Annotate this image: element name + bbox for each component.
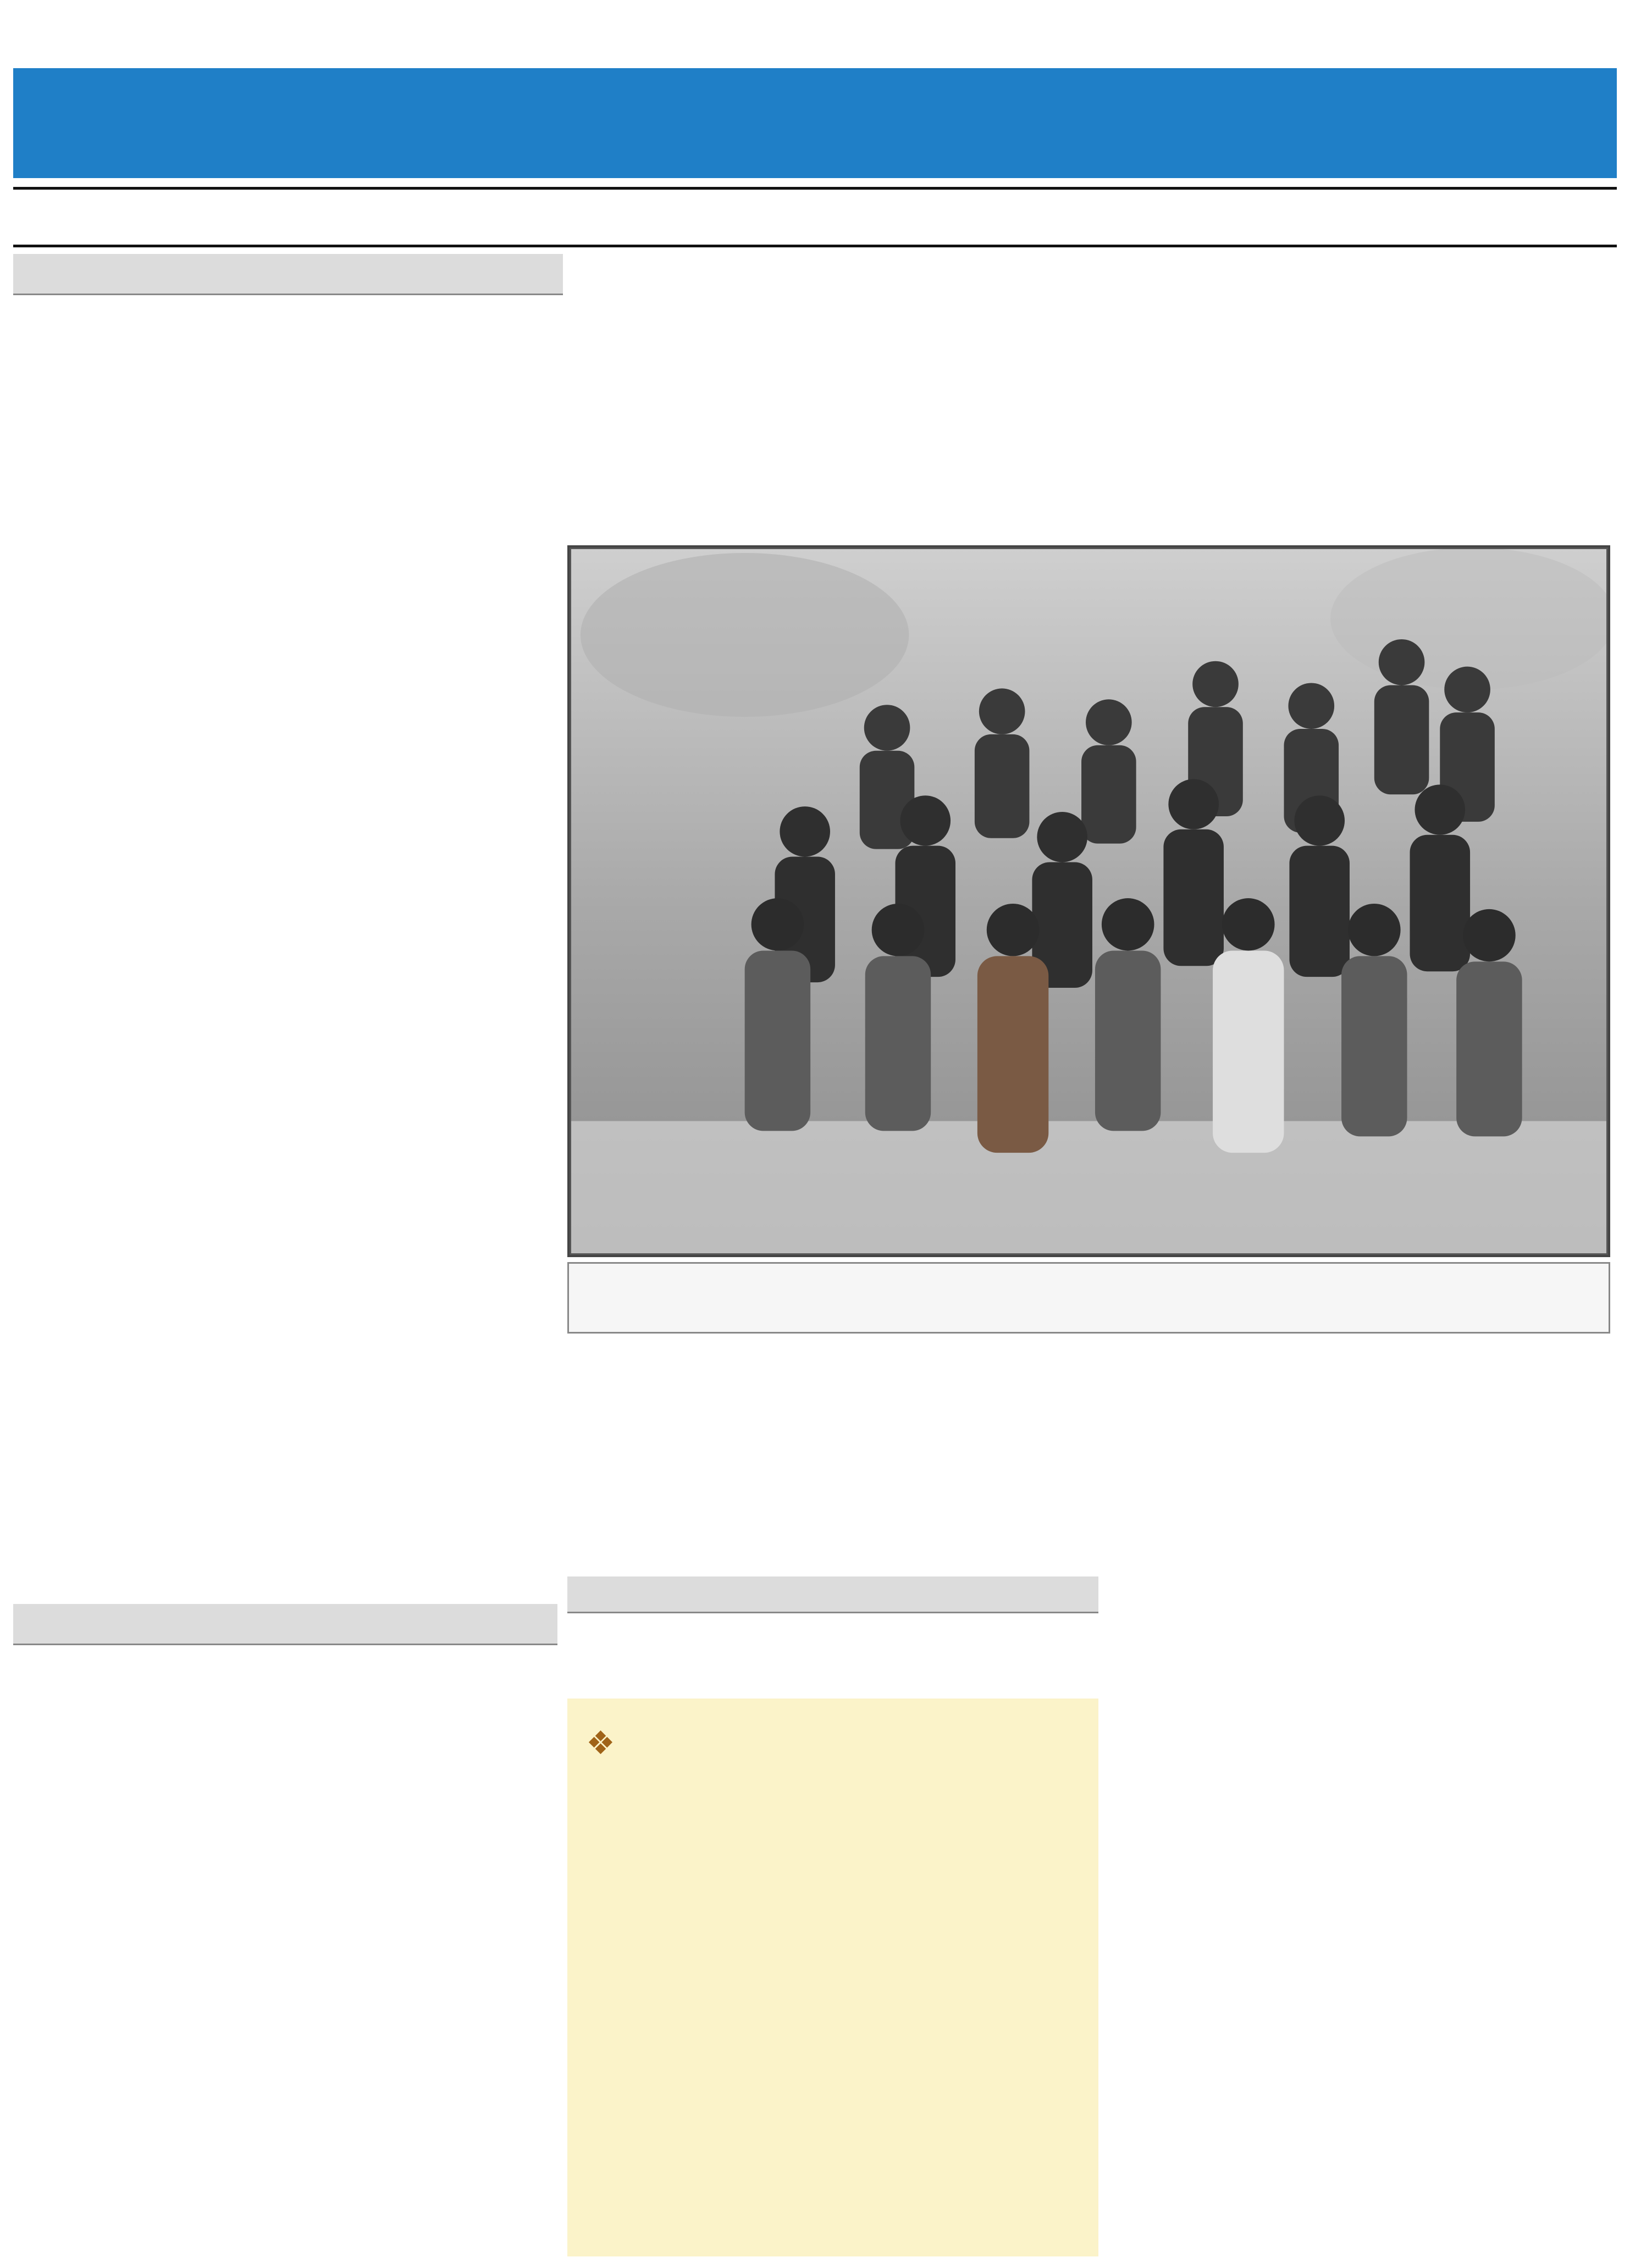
section-header-3 — [567, 1576, 1098, 1613]
author-byline — [13, 187, 1617, 247]
intro-paragraph — [13, 301, 1107, 527]
left-column-lower — [13, 1651, 557, 2256]
left-column-upper — [13, 545, 557, 1276]
middle-column-sec3 — [567, 1617, 1098, 1694]
photo-caption — [567, 1262, 1610, 1334]
section-header-1 — [13, 254, 563, 295]
section-header-2 — [13, 1604, 557, 1645]
right-column-upper — [1132, 254, 1616, 529]
masthead — [13, 12, 1617, 63]
historical-group-photo — [567, 545, 1610, 1257]
right-column-lower — [1112, 1346, 1616, 2258]
diamond-bullet-icon: ❖ — [586, 1724, 615, 1762]
article-title — [13, 68, 1617, 178]
pull-quote-box — [567, 1699, 1098, 2256]
left-column-mid — [13, 1276, 557, 1600]
pull-quote-text — [586, 1712, 1080, 1774]
photo-graphic — [570, 547, 1608, 1255]
middle-column-upper — [567, 1346, 1098, 1571]
